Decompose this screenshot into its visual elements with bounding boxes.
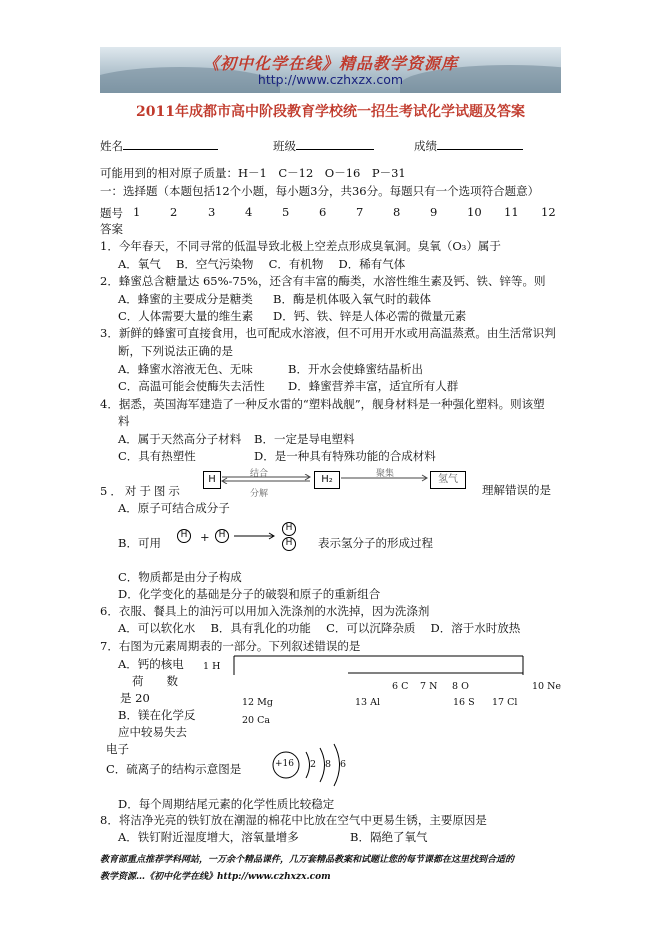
reversible-arrow: [220, 474, 312, 484]
element-h: 1 H: [203, 661, 221, 672]
q3-stem-cont: 断，下列说法正确的是: [118, 344, 233, 358]
element-al: 13 Al: [355, 697, 381, 708]
q7-option-b-cont: 电子: [106, 742, 129, 756]
q5-stem: 5．对于图示: [100, 484, 183, 498]
hydrogen-gas-box: 氢气: [430, 471, 466, 489]
element-cl: 17 Cl: [492, 697, 518, 708]
answer-table-number: 2: [170, 205, 178, 219]
shell-1-electrons: 2: [310, 759, 317, 770]
atomic-masses: 可能用到的相对原子质量：H－1 C－12 O－16 P－31: [100, 166, 406, 180]
q4-option-c[interactable]: C．具有热塑性: [118, 449, 196, 463]
answer-table-number: 11: [504, 205, 519, 219]
element-ne: 10 Ne: [532, 681, 562, 692]
element-o: 8 O: [452, 681, 469, 692]
answer-table-number: 4: [245, 205, 253, 219]
element-s: 16 S: [453, 697, 475, 708]
shell-3-electrons: 6: [340, 759, 347, 770]
h-atom-circle: H: [282, 522, 296, 536]
q1-stem: 1．今年春天，不同寻常的低温导致北极上空差点形成臭氧洞。臭氧（O₃）属于: [100, 239, 501, 253]
q8-option-b[interactable]: B．隔绝了氧气: [350, 830, 428, 844]
element-mg: 12 Mg: [242, 697, 273, 708]
h-atom-circle: H: [177, 529, 191, 543]
q7-option-c[interactable]: C．硫离子的结构示意图是: [106, 762, 242, 776]
q2-option-c[interactable]: C．人体需要大量的维生素: [118, 309, 254, 323]
banner-title: 《初中化学在线》精品教学资源库: [202, 54, 458, 73]
q8-stem: 8．将洁净光亮的铁钉放在潮湿的棉花中比放在空气中更易生锈，主要原因是: [100, 813, 487, 827]
h-atom-box: H: [203, 471, 221, 489]
h-atom-circle: H: [282, 537, 296, 551]
q2-option-d[interactable]: D．钙、铁、锌是人体必需的微量元素: [273, 309, 467, 323]
answer-table-label-num: 题号: [100, 206, 123, 220]
q4-stem-cont: 料: [118, 414, 130, 428]
q4-option-a[interactable]: A．属于天然高分子材料: [118, 432, 242, 446]
q2-option-b[interactable]: B．酶是机体吸入氧气时的载体: [273, 292, 431, 306]
shell-2-electrons: 8: [325, 759, 332, 770]
q5-option-d[interactable]: D．化学变化的基础是分子的破裂和原子的重新组合: [118, 587, 381, 601]
q7-option-a-cont: 荷 数: [132, 674, 178, 688]
element-c: 6 C: [392, 681, 409, 692]
class-field[interactable]: 班级: [273, 138, 374, 154]
h-atom-circle: H: [215, 529, 229, 543]
q3-option-a[interactable]: A．蜂蜜水溶液无色、无味: [118, 362, 253, 376]
header-banner: [100, 47, 561, 93]
answer-table-label-ans: 答案: [100, 222, 123, 236]
answer-table-number: 8: [393, 205, 401, 219]
periodic-table-outline: [228, 653, 528, 677]
element-n: 7 N: [420, 681, 438, 692]
q6-stem: 6．衣服、餐具上的油污可以用加入洗涤剂的水洗掉，因为洗涤剂: [100, 604, 430, 618]
q7-option-a[interactable]: A．钙的核电: [118, 657, 184, 671]
nucleus-charge: +16: [275, 759, 294, 769]
section-instructions: 一：选择题（本题包括12个小题，每小题3分，共36分。每题只有一个选项符合题意）: [100, 184, 540, 198]
q7-option-d[interactable]: D．每个周期结尾元素的化学性质比较稳定: [118, 797, 335, 811]
q3-option-b[interactable]: B．开水会使蜂蜜结晶析出: [288, 362, 423, 376]
answer-table-number: 1: [133, 205, 141, 219]
gather-label: 聚集: [376, 469, 395, 479]
answer-table-number: 5: [282, 205, 290, 219]
footer-line-2: 教学资源…《初中化学在线》http://www.czhxzx.com: [100, 872, 331, 882]
q7-option-b[interactable]: B．镁在化学反: [118, 708, 196, 722]
q3-stem: 3．新鲜的蜂蜜可直接食用，也可配成水溶液，但不可用开水或用高温蒸煮。由生活常识判: [100, 326, 556, 340]
q2-option-a[interactable]: A．蜂蜜的主要成分是糖类: [118, 292, 253, 306]
score-field[interactable]: 成绩: [414, 138, 523, 154]
q5-stem-cont: 理解错误的是: [482, 483, 551, 497]
q8-option-a[interactable]: A．铁钉附近湿度增大，溶氧量增多: [118, 830, 299, 844]
h2-molecule-box: H₂: [314, 471, 340, 489]
q7-stem: 7．右图为元素周期表的一部分。下列叙述错误的是: [100, 639, 361, 653]
q2-stem: 2．蜂蜜总含糖量达 65%-75%，还含有丰富的酶类，水溶性维生素及钙、铁、锌等。则: [100, 274, 546, 288]
answer-table-number: 3: [208, 205, 216, 219]
q5-option-c[interactable]: C．物质都是由分子构成: [118, 570, 242, 584]
q5-option-a[interactable]: A．原子可结合成分子: [118, 501, 230, 515]
answer-table-number: 10: [467, 205, 482, 219]
answer-table-number: 9: [430, 205, 438, 219]
footer-line-1: 教育部重点推荐学科网站，一万余个精品课件，几万套精品教案和试题让您的每节课都在这里找到合适的: [100, 855, 515, 865]
gather-arrow: [339, 474, 431, 482]
element-ca: 20 Ca: [242, 715, 271, 726]
answer-table-number: 7: [356, 205, 364, 219]
combine-label: 结合: [250, 469, 269, 479]
page-title: 2011年成都市高中阶段教育学校统一招生考试化学试题及答案: [136, 104, 525, 120]
q3-option-d[interactable]: D．蜂蜜营养丰富，适宜所有人群: [288, 379, 459, 393]
plus-sign: +: [200, 530, 210, 544]
answer-table-number: 6: [319, 205, 327, 219]
q4-option-b[interactable]: B．一定是导电塑料: [254, 432, 355, 446]
q4-option-d[interactable]: D．是一种具有特殊功能的合成材料: [254, 449, 436, 463]
q7-option-b-cont: 应中较易失去: [118, 725, 187, 739]
q3-option-c[interactable]: C．高温可能会使酶失去活性: [118, 379, 265, 393]
q7-option-a-cont: 是 20: [120, 691, 150, 705]
q6-options[interactable]: A．可以软化水 B．具有乳化的功能 C．可以沉降杂质 D．溶于水时放热: [118, 621, 521, 635]
q1-options[interactable]: A．氧气 B．空气污染物 C．有机物 D．稀有气体: [118, 257, 406, 271]
answer-table-number: 12: [541, 205, 556, 219]
name-field[interactable]: 姓名: [100, 138, 218, 154]
right-arrow-icon: [234, 531, 278, 541]
banner-url[interactable]: http://www.czhxzx.com: [257, 72, 404, 87]
q5-option-b[interactable]: B．可用: [118, 536, 161, 550]
q4-stem: 4．据悉，英国海军建造了一种反水雷的“塑料战舰”，舰身材料是一种强化塑料。则该塑: [100, 397, 545, 411]
split-label: 分解: [250, 489, 269, 499]
q5-option-b-text: 表示氢分子的形成过程: [318, 536, 433, 550]
